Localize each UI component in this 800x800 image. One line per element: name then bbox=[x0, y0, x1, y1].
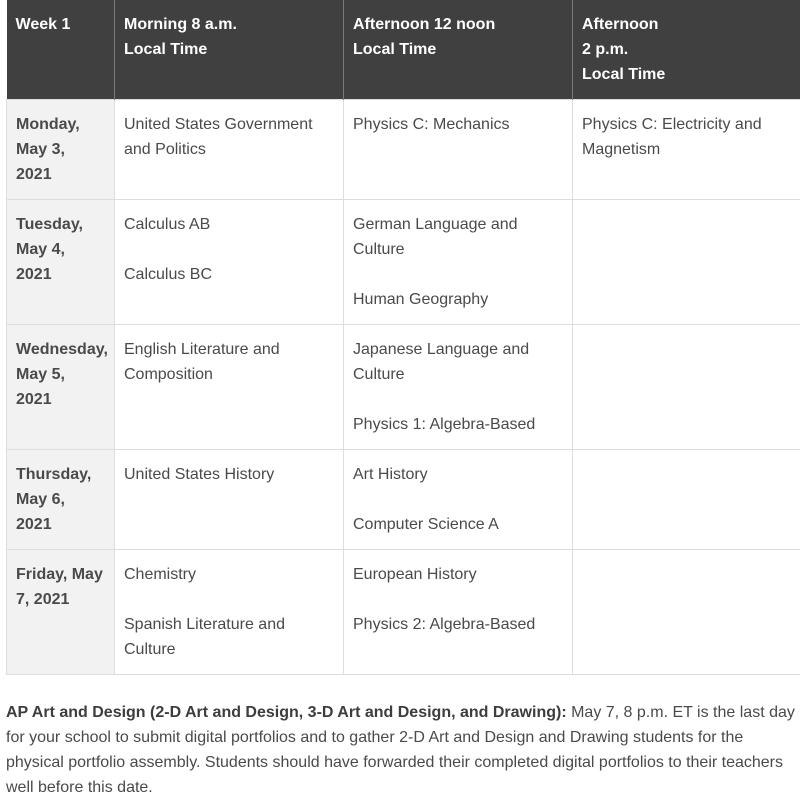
schedule-row bbox=[7, 450, 800, 550]
cell-line: Afternoon 12 noon bbox=[353, 12, 563, 37]
cell-line: May 4, bbox=[16, 237, 105, 262]
exam-cell-noon bbox=[344, 100, 573, 200]
cell-line: Local Time bbox=[582, 62, 798, 87]
cell-line: Physics 2: Algebra-Based bbox=[353, 612, 563, 637]
cell-line: Wednesday, bbox=[16, 337, 105, 362]
exam-entry bbox=[124, 212, 334, 237]
schedule-row bbox=[7, 100, 800, 200]
exam-entry bbox=[124, 112, 334, 162]
exam-entry bbox=[353, 112, 563, 137]
cell-line: Composition bbox=[124, 362, 334, 387]
exam-entry bbox=[124, 562, 334, 587]
note-heading: AP Art and Design (2-D Art and Design, 3-D Art and Design, and Drawing): bbox=[6, 704, 567, 721]
exam-cell-morning bbox=[115, 325, 344, 450]
exam-entry bbox=[353, 212, 563, 262]
cell-line: Calculus AB bbox=[124, 212, 334, 237]
day-cell bbox=[7, 450, 115, 550]
art-design-note bbox=[6, 700, 796, 800]
exam-cell-noon bbox=[344, 200, 573, 325]
exam-entry bbox=[124, 337, 334, 387]
cell-line: United States Government bbox=[124, 112, 334, 137]
schedule-row bbox=[7, 550, 800, 675]
cell-line: Physics C: Mechanics bbox=[353, 112, 563, 137]
schedule-row bbox=[7, 200, 800, 325]
exam-entry bbox=[124, 612, 334, 662]
exam-entry bbox=[353, 462, 563, 487]
header-noon bbox=[344, 0, 573, 100]
exam-cell-afternoon bbox=[573, 550, 800, 675]
exam-entry bbox=[353, 562, 563, 587]
header-afternoon bbox=[573, 0, 800, 100]
exam-cell-morning bbox=[115, 550, 344, 675]
cell-line: Art History bbox=[353, 462, 563, 487]
exam-cell-afternoon bbox=[573, 100, 800, 200]
cell-line: Physics 1: Algebra-Based bbox=[353, 412, 563, 437]
cell-line: Week 1 bbox=[16, 12, 106, 37]
cell-line: Human Geography bbox=[353, 287, 563, 312]
exam-entry bbox=[353, 412, 563, 437]
cell-line: German Language and bbox=[353, 212, 563, 237]
cell-line: Computer Science A bbox=[353, 512, 563, 537]
cell-line: May 3, bbox=[16, 137, 105, 162]
cell-line: 2 p.m. bbox=[582, 37, 798, 62]
cell-line: May 6, bbox=[16, 487, 105, 512]
exam-cell-afternoon bbox=[573, 325, 800, 450]
cell-line: Local Time bbox=[353, 37, 563, 62]
cell-line: Magnetism bbox=[582, 137, 798, 162]
header-row bbox=[7, 0, 800, 100]
cell-line: Calculus BC bbox=[124, 262, 334, 287]
cell-line: Chemistry bbox=[124, 562, 334, 587]
schedule-row bbox=[7, 325, 800, 450]
cell-line: 7, 2021 bbox=[16, 587, 105, 612]
exam-entry bbox=[353, 512, 563, 537]
day-cell bbox=[7, 550, 115, 675]
cell-line: Culture bbox=[353, 237, 563, 262]
exam-cell-afternoon bbox=[573, 450, 800, 550]
note-text: May 7, 8 p.m. ET is the last day for your school to submit digital portfolios and to gather 2-D Art and Design and Drawing students for the physical portfolio assembly. Students should have forwarded their completed digital portfolios to their teachers well before this date. bbox=[6, 704, 795, 796]
day-cell bbox=[7, 200, 115, 325]
cell-line: European History bbox=[353, 562, 563, 587]
cell-line: English Literature and bbox=[124, 337, 334, 362]
header-week bbox=[7, 0, 115, 100]
cell-line: Physics C: Electricity and bbox=[582, 112, 798, 137]
cell-line: 2021 bbox=[16, 262, 105, 287]
header-morning bbox=[115, 0, 344, 100]
exam-schedule-table bbox=[6, 0, 800, 675]
cell-line: and Politics bbox=[124, 137, 334, 162]
cell-line: Tuesday, bbox=[16, 212, 105, 237]
cell-line: Spanish Literature and bbox=[124, 612, 334, 637]
cell-line: Local Time bbox=[124, 37, 334, 62]
exam-cell-noon bbox=[344, 550, 573, 675]
cell-line: United States History bbox=[124, 462, 334, 487]
exam-cell-morning bbox=[115, 450, 344, 550]
exam-cell-noon bbox=[344, 450, 573, 550]
exam-cell-noon bbox=[344, 325, 573, 450]
exam-entry bbox=[124, 462, 334, 487]
exam-entry bbox=[353, 612, 563, 637]
cell-line: Afternoon bbox=[582, 12, 798, 37]
schedule-body bbox=[7, 100, 800, 675]
cell-line: 2021 bbox=[16, 387, 105, 412]
cell-line: Morning 8 a.m. bbox=[124, 12, 334, 37]
cell-line: Friday, May bbox=[16, 562, 105, 587]
cell-line: 2021 bbox=[16, 162, 105, 187]
exam-cell-morning bbox=[115, 200, 344, 325]
cell-line: May 5, bbox=[16, 362, 105, 387]
exam-cell-afternoon bbox=[573, 200, 800, 325]
cell-line: Monday, bbox=[16, 112, 105, 137]
day-cell bbox=[7, 100, 115, 200]
exam-cell-morning bbox=[115, 100, 344, 200]
exam-entry bbox=[124, 262, 334, 287]
exam-entry bbox=[353, 337, 563, 387]
cell-line: Culture bbox=[353, 362, 563, 387]
day-cell bbox=[7, 325, 115, 450]
cell-line: 2021 bbox=[16, 512, 105, 537]
cell-line: Thursday, bbox=[16, 462, 105, 487]
exam-entry bbox=[353, 287, 563, 312]
exam-entry bbox=[582, 112, 798, 162]
cell-line: Japanese Language and bbox=[353, 337, 563, 362]
cell-line: Culture bbox=[124, 637, 334, 662]
